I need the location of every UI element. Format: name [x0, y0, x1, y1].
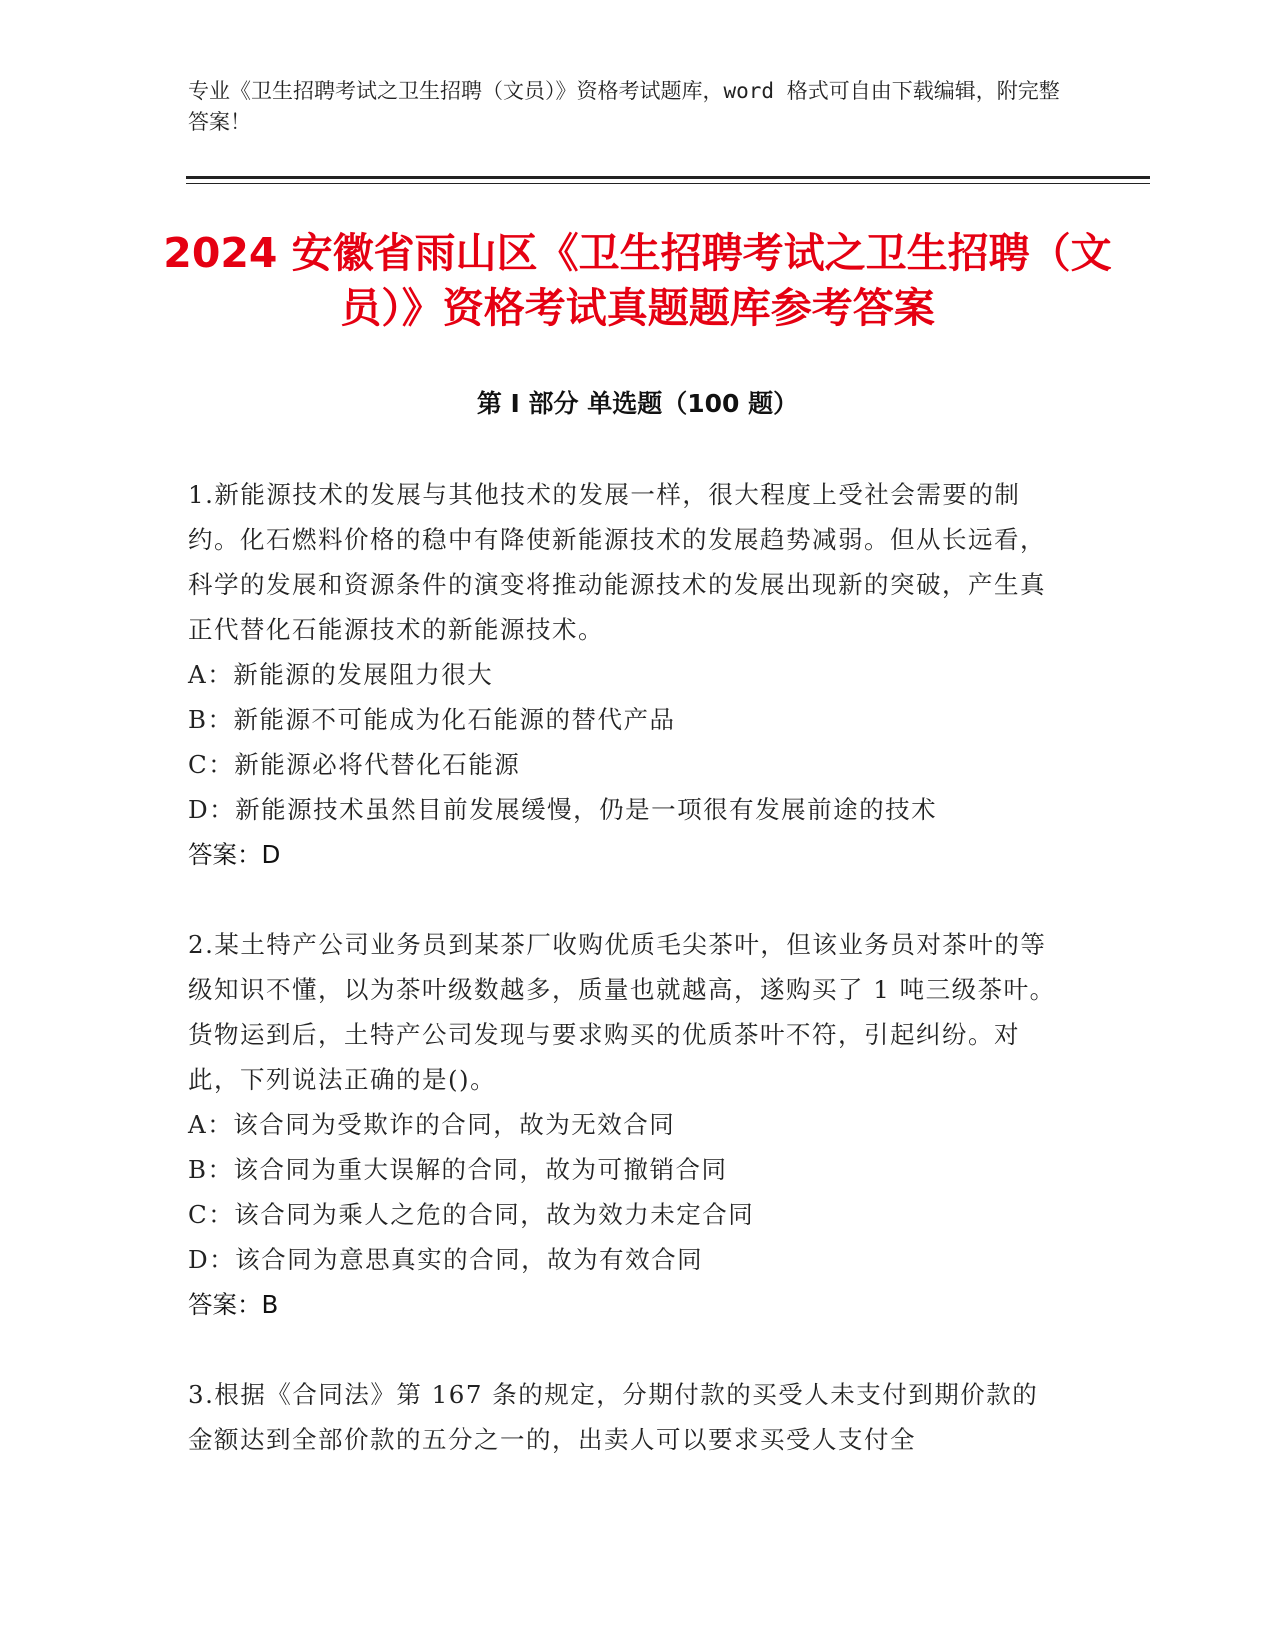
option-d: D：新能源技术虽然目前发展缓慢，仍是一项很有发展前途的技术: [188, 795, 938, 824]
header-rule-thin: [186, 183, 1150, 184]
question-stem: 3.根据《合同法》第 167 条的规定，分期付款的买受人未支付到期价款的金额达到全部价款的五分之一的，出卖人可以要求买受人支付全: [188, 1380, 1039, 1454]
option-a: A：该合同为受欺诈的合同，故为无效合同: [188, 1110, 676, 1139]
question-stem: 2.某土特产公司业务员到某茶厂收购优质毛尖茶叶，但该业务员对茶叶的等级知识不懂，以为茶叶级数越多，质量也就越高，遂购买了 1 吨三级茶叶。货物运到后，土特产公司发现与要求购买的优质茶叶不符，引起纠纷。对此，下列说法正确的是()。: [188, 930, 1056, 1094]
option-c: C：新能源必将代替化石能源: [188, 750, 521, 779]
question-spacer: [188, 877, 1058, 922]
option-b: B：该合同为重大误解的合同，故为可撤销合同: [188, 1155, 728, 1184]
question-2: [188, 922, 1058, 1327]
question-spacer: [188, 1327, 1058, 1372]
answer-line: 答案：D: [188, 840, 281, 869]
section-heading: 第 I 部分 单选题（100 题）: [476, 389, 799, 418]
option-c: C：该合同为乘人之危的合同，故为效力未定合同: [188, 1200, 755, 1229]
header-note: 专业《卫生招聘考试之卫生招聘（文员）》资格考试题库，word 格式可自由下载编辑，附完整答案！: [188, 79, 1060, 134]
question-list: [188, 472, 1058, 1462]
header-rule-thick: [186, 176, 1150, 179]
question-3: [188, 1372, 1058, 1462]
answer-line: 答案：B: [188, 1290, 279, 1319]
document-title: 2024 安徽省雨山区《卫生招聘考试之卫生招聘（文员）》资格考试真题题库参考答案: [163, 229, 1112, 332]
option-d: D：该合同为意思真实的合同，故为有效合同: [188, 1245, 704, 1274]
question-stem: 1.新能源技术的发展与其他技术的发展一样，很大程度上受社会需要的制约。化石燃料价格的稳中有降使新能源技术的发展趋势减弱。但从长远看，科学的发展和资源条件的演变将推动能源技术的发展出现新的突破，产生真正代替化石能源技术的新能源技术。: [188, 480, 1046, 644]
option-a: A：新能源的发展阻力很大: [188, 660, 494, 689]
option-b: B：新能源不可能成为化石能源的替代产品: [188, 705, 676, 734]
question-1: [188, 472, 1058, 877]
